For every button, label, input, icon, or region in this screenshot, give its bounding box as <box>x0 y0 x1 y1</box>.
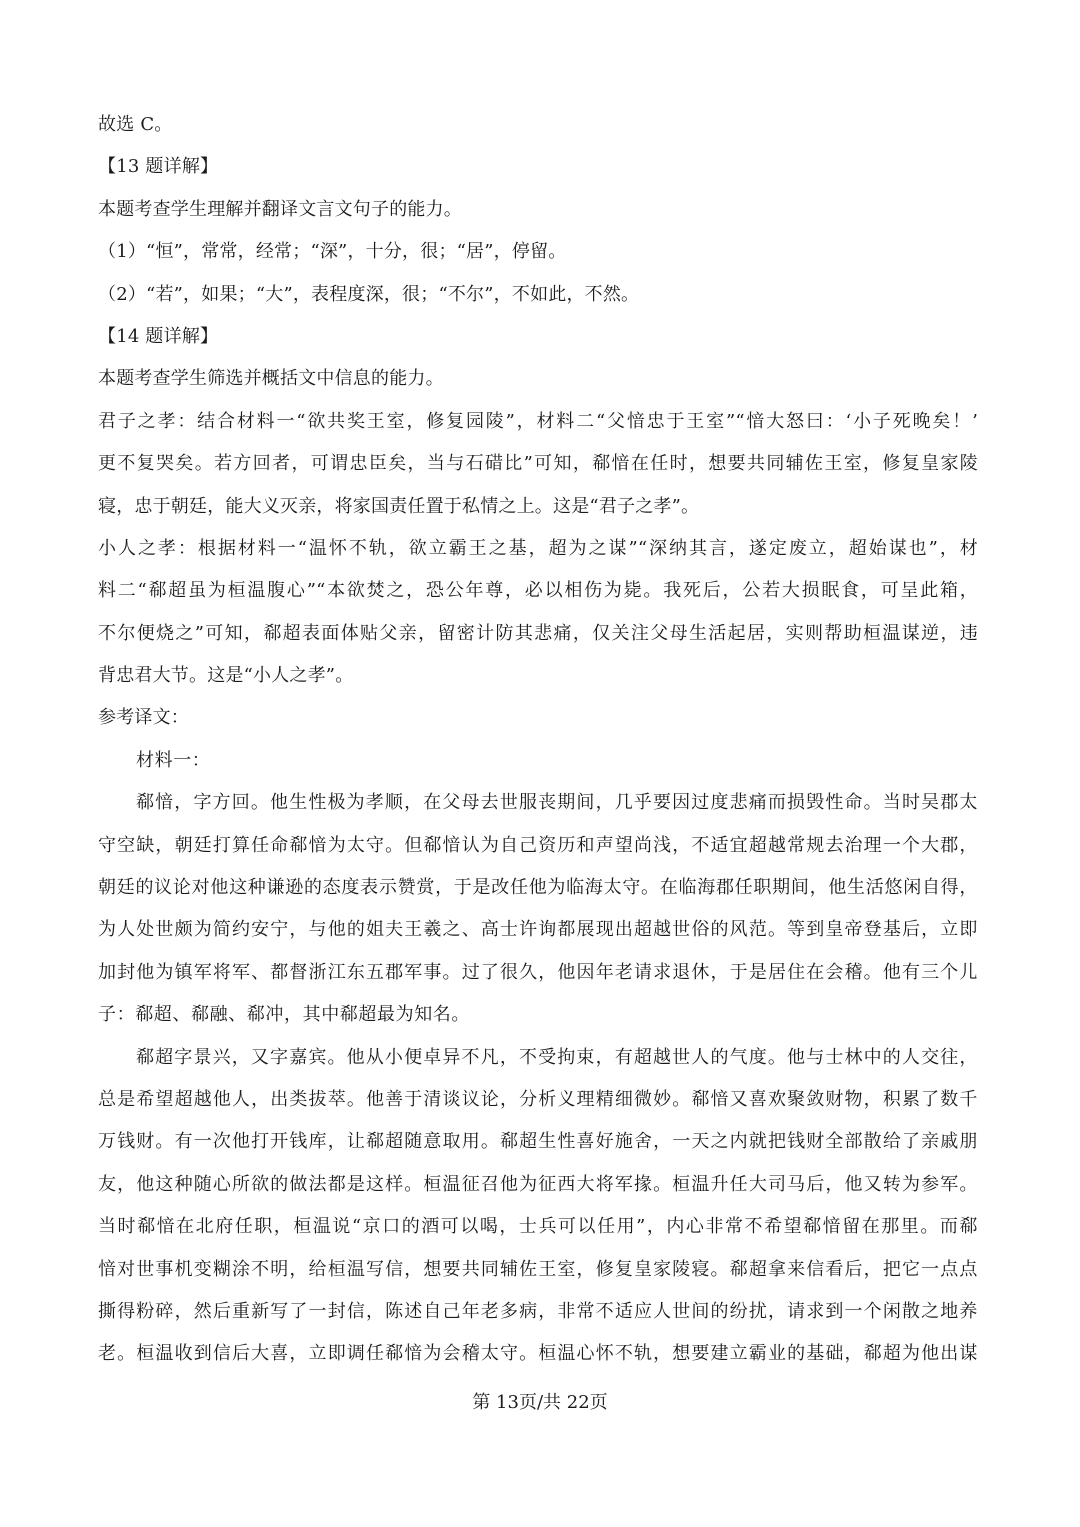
section-heading-13: 【13 题详解】 <box>98 156 219 178</box>
paragraph-line: 当时郗愔在北府任职，桓温说“京口的酒可以喝，士兵可以任用”，内心非常不希望郗愔留在那里。而郗 <box>98 1216 978 1238</box>
paragraph-line: 老。桓温收到信后大喜，立即调任郗愔为会稽太守。桓温心怀不轨，想要建立霸业的基础，郗超为他出谋 <box>98 1343 978 1365</box>
paragraph-line: 守空缺，朝廷打算任命郗愔为太守。但郗愔认为自己资历和声望尚浅，不适宜超越常规去治理一个大郡， <box>98 834 978 856</box>
material-one-heading: 材料一： <box>136 749 211 771</box>
document-page <box>98 104 978 1376</box>
paragraph-line: 万钱财。有一次他打开钱库，让郗超随意取用。郗超生性喜好施舍，一天之内就把钱财全部散给了亲戚朋 <box>98 1131 978 1153</box>
paragraph-line: 君子之孝：结合材料一“欲共奖王室，修复园陵”，材料二“父愔忠于王室”“愔大怒曰：‘小子死晚矣！’ <box>98 410 978 432</box>
paragraph-line: 撕得粉碎，然后重新写了一封信，陈述自己年老多病，非常不适应人世间的纷扰，请求到一个闲散之地养 <box>98 1300 978 1322</box>
paragraph-line: 更不复哭矣。若方回者，可谓忠臣矣，当与石碏比”可知，郗愔在任时，想要共同辅佐王室，修复皇家陵 <box>98 453 978 475</box>
paragraph-line: 本题考查学生理解并翻译文言文句子的能力。 <box>98 198 462 220</box>
paragraph-line: 小人之孝：根据材料一“温怀不轨，欲立霸王之基，超为之谋”“深纳其言，遂定废立，超始谋也”，材 <box>98 537 978 559</box>
section-heading-14: 【14 题详解】 <box>98 325 219 347</box>
paragraph-line: 加封他为镇军将军、都督浙江东五郡军事。过了很久，他因年老请求退休，于是居住在会稽。他有三个儿 <box>98 961 978 983</box>
paragraph-line: （2）“若”，如果；“大”，表程度深，很；“不尔”，不如此，不然。 <box>98 283 640 305</box>
paragraph-line: 子：郗超、郗融、郗冲，其中郗超最为知名。 <box>98 1004 470 1026</box>
paragraph-line: 朝廷的议论对他这种谦逊的态度表示赞赏，于是改任他为临海太守。在临海郡任职期间，他生活悠闲自得， <box>98 877 978 899</box>
paragraph-line: 料二“郗超虽为桓温腹心”“本欲焚之，恐公年尊，必以相伤为毙。我死后，公若大损眠食，可呈此箱， <box>98 580 978 602</box>
paragraph-line: 愔对世事机变糊涂不明，给桓温写信，想要共同辅佐王室，修复皇家陵寝。郗超拿来信看后，把它一点点 <box>98 1258 978 1280</box>
paragraph-line: 郗愔，字方回。他生性极为孝顺，在父母去世服丧期间，几乎要因过度悲痛而损毁性命。当时吴郡太 <box>136 792 978 814</box>
paragraph-line: 寝，忠于朝廷，能大义灭亲，将家国责任置于私情之上。这是“君子之孝”。 <box>98 495 700 517</box>
translation-block <box>98 740 978 1376</box>
paragraph-line: 不尔便烧之”可知，郗超表面体贴父亲，留密计防其悲痛，仅关注父母生活起居，实则帮助桓温谋逆，违 <box>98 622 978 644</box>
paragraph-line: （1）“恒”，常常，经常；“深”，十分，很；“居”，停留。 <box>98 241 567 263</box>
page-number-footer: 第 13页/共 22页 <box>472 1392 608 1413</box>
paragraph-line: 本题考查学生筛选并概括文中信息的能力。 <box>98 368 444 390</box>
paragraph-line: 郗超字景兴，又字嘉宾。他从小便卓异不凡，不受拘束，有超越世人的气度。他与士林中的人交往， <box>136 1046 978 1068</box>
paragraph-line: 总是希望超越他人，出类拔萃。他善于清谈议论，分析义理精细微妙。郗愔又喜欢聚敛财物，积累了数千 <box>98 1088 978 1110</box>
paragraph-line: 背忠君大节。这是“小人之孝”。 <box>98 665 354 687</box>
translation-heading: 参考译文： <box>98 707 189 729</box>
paragraph-line: 为人处世颇为简约安宁，与他的姐夫王羲之、高士许询都展现出超越世俗的风范。等到皇帝登基后，立即 <box>98 919 978 941</box>
paragraph-line: 友，他这种随心所欲的做法都是这样。桓温征召他为征西大将军掾。桓温升任大司马后，他又转为参军。 <box>98 1173 978 1195</box>
answer-line: 故选 C。 <box>98 114 173 135</box>
